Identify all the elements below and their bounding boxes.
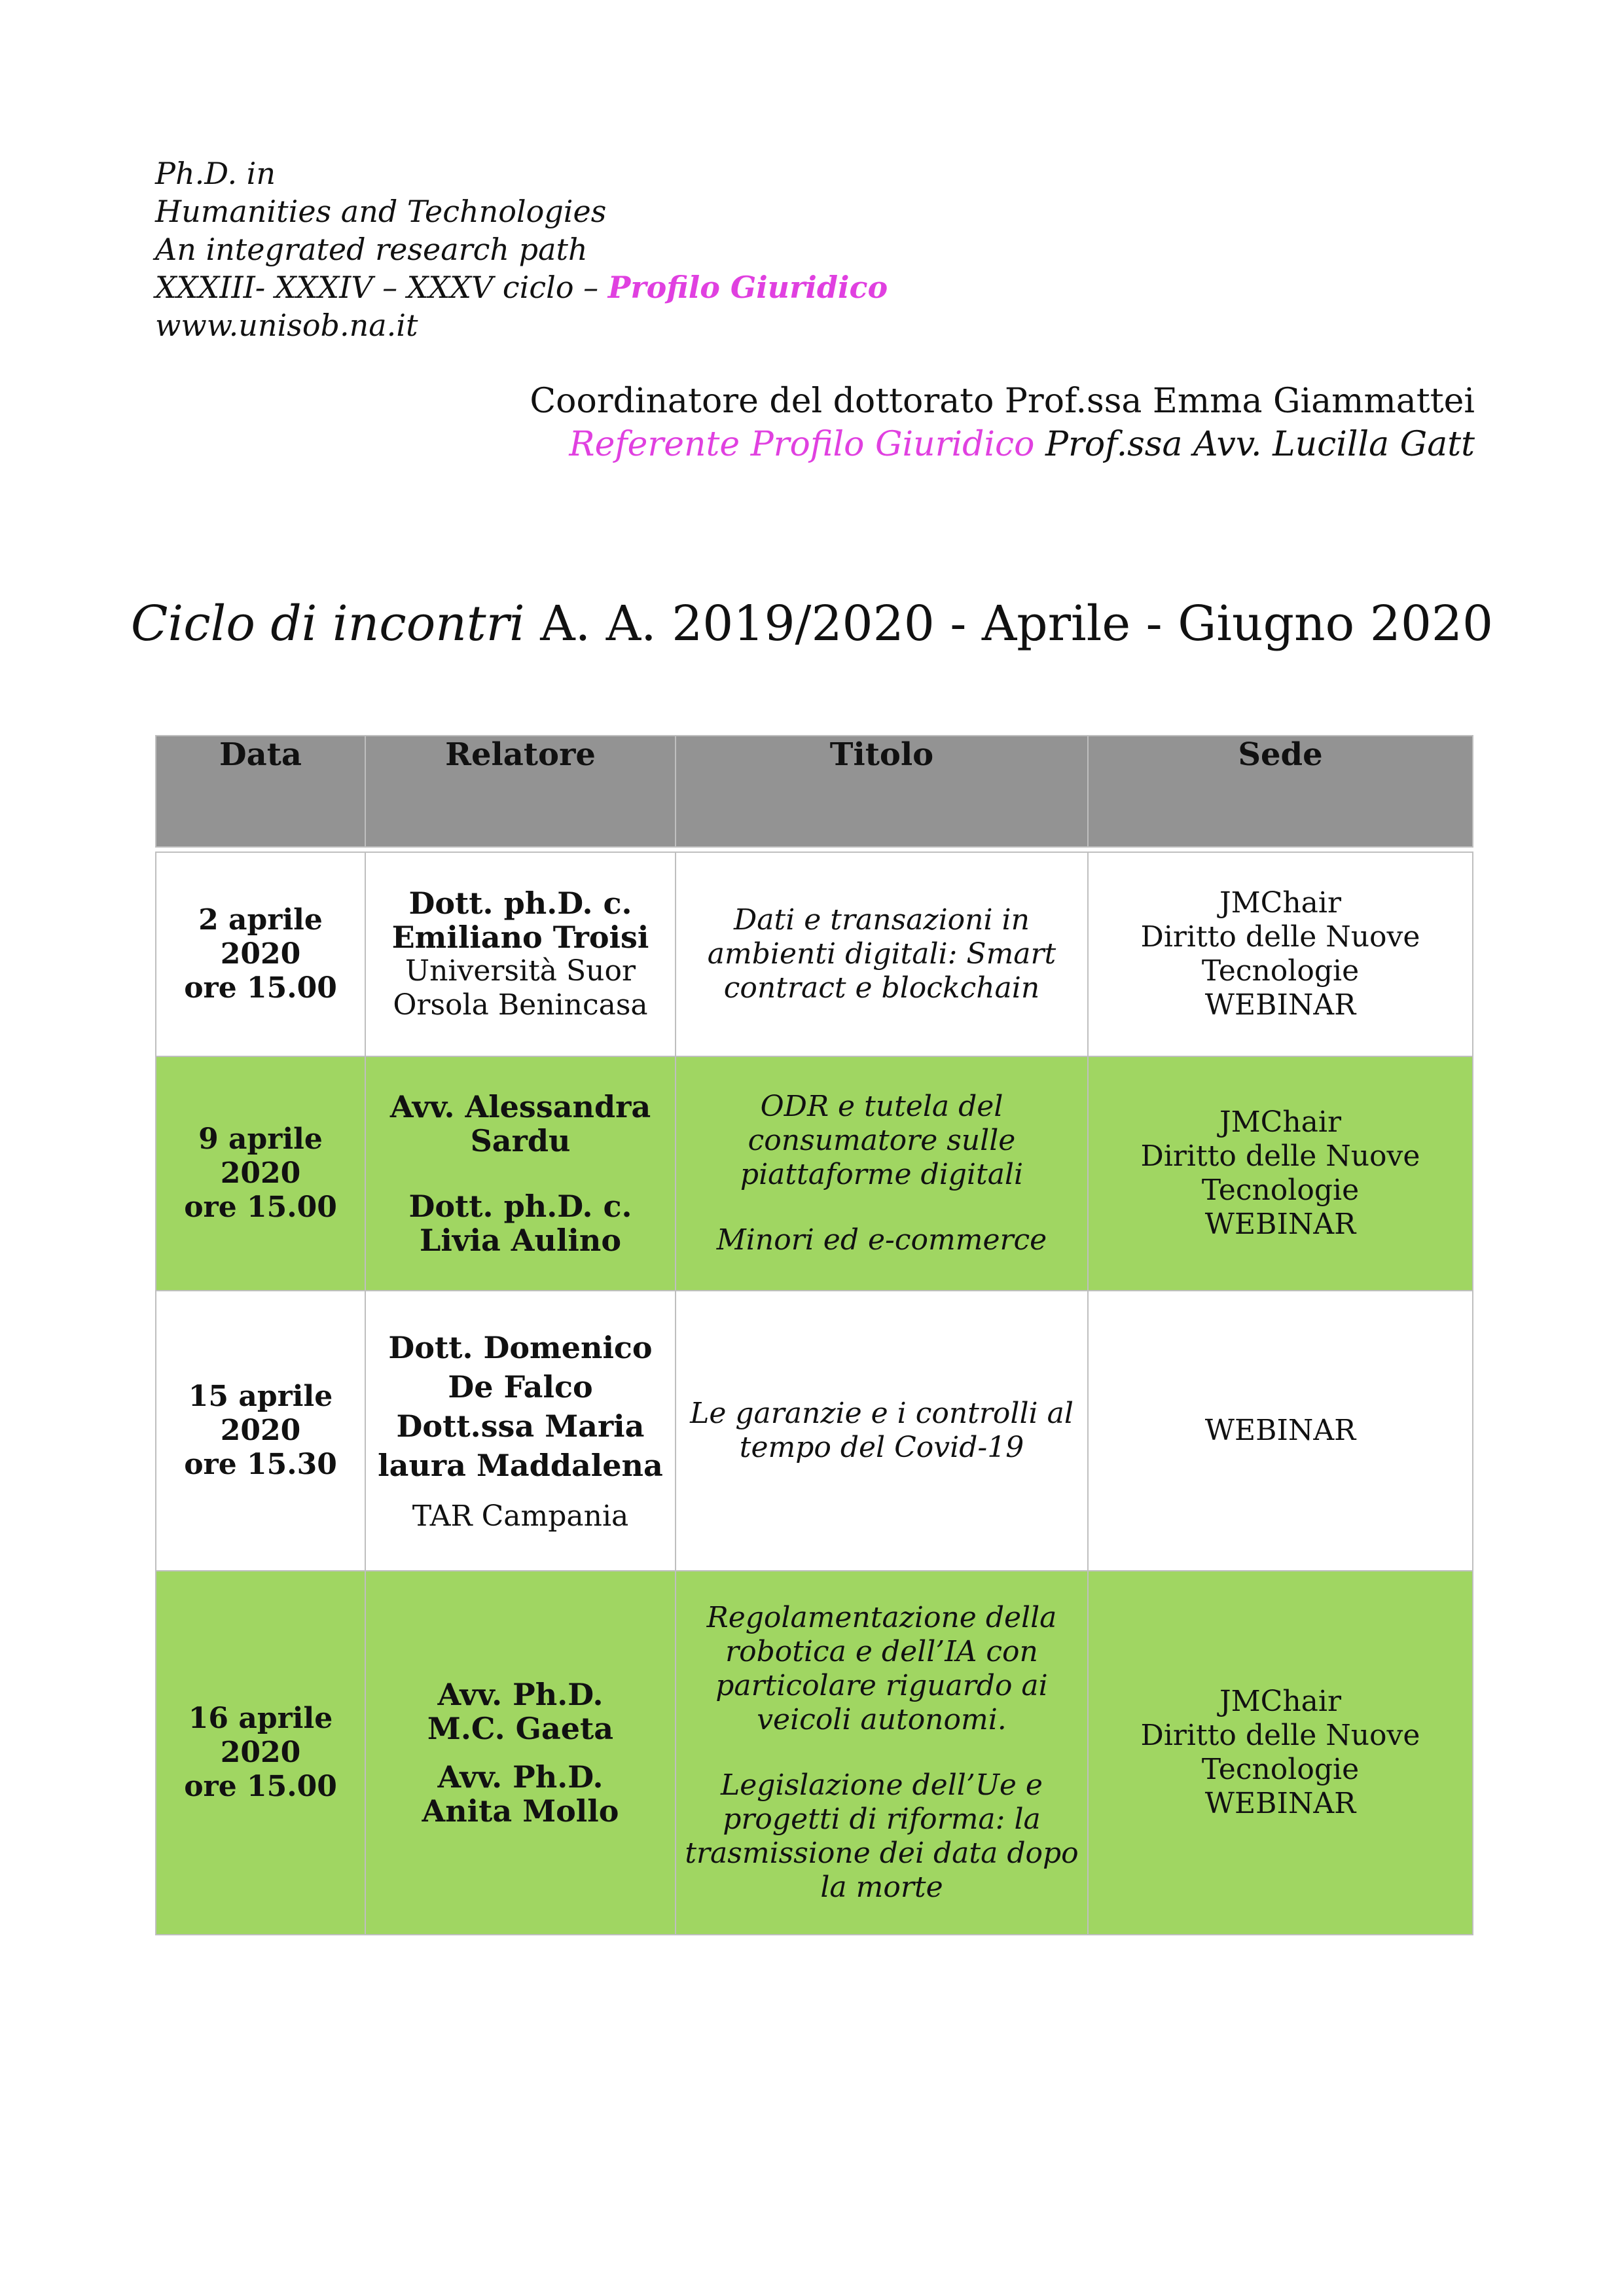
table-row	[156, 1571, 1473, 1935]
date-time: ore 15.00	[184, 1770, 337, 1803]
talk-title: ODR e tutela del	[760, 1090, 1003, 1123]
program-header	[155, 154, 888, 344]
title-rest: A. A. 2019/2020 - Aprile - Giugno 2020	[524, 596, 1494, 652]
header-line-phd: Ph.D. in	[155, 156, 276, 191]
venue-line: Diritto delle Nuove	[1140, 1139, 1420, 1173]
date-day: 9 aprile	[198, 1122, 323, 1156]
table-row	[156, 1056, 1473, 1291]
speaker-name: Avv. Ph.D.	[437, 1677, 604, 1712]
talk-title: Dati e transazioni in	[734, 903, 1030, 937]
date-cell	[156, 1291, 365, 1571]
table-row	[156, 852, 1473, 1056]
speaker-name: Dott. ph.D. c.	[408, 1189, 632, 1224]
talk-title: piattaforme digitali	[740, 1158, 1024, 1191]
date-time: ore 15.30	[184, 1448, 337, 1481]
speaker-name: Dott. ph.D. c.	[408, 886, 632, 921]
talk-title: consumatore sulle	[748, 1124, 1016, 1157]
speaker-name: Anita Mollo	[422, 1793, 619, 1829]
speaker-name: Dott.ssa Maria	[396, 1408, 645, 1444]
coordinator-line: Coordinatore del dottorato Prof.ssa Emma Giammattei	[530, 382, 1475, 421]
title-cell	[676, 1571, 1088, 1935]
talk-title: Regolamentazione della	[706, 1601, 1057, 1634]
venue-line: Tecnologie	[1201, 1174, 1360, 1207]
venue-line: WEBINAR	[1204, 1414, 1356, 1447]
speaker-cell	[365, 1571, 676, 1935]
venue-line: WEBINAR	[1204, 1787, 1356, 1820]
date-day: 15 aprile	[188, 1380, 333, 1413]
talk-title: particolare riguardo ai	[715, 1669, 1048, 1702]
venue-line: WEBINAR	[1204, 988, 1356, 1022]
table-row	[156, 1291, 1473, 1571]
referente-name: Prof.ssa Avv. Lucilla Gatt	[1034, 425, 1475, 464]
date-time: ore 15.00	[184, 971, 337, 1005]
date-year: 2020	[220, 1157, 301, 1190]
cycle-highlight: Profilo Giuridico	[607, 270, 888, 305]
schedule-table	[155, 735, 1473, 1935]
talk-title: robotica e dell’IA con	[725, 1635, 1038, 1668]
speaker-cell	[365, 1291, 676, 1571]
venue-line: WEBINAR	[1204, 1208, 1356, 1241]
date-year: 2020	[220, 937, 301, 971]
date-year: 2020	[220, 1414, 301, 1447]
venue-line: Diritto delle Nuove	[1140, 1719, 1420, 1752]
date-day: 16 aprile	[188, 1702, 333, 1735]
speaker-name: Avv. Ph.D.	[437, 1759, 604, 1795]
venue-cell	[1088, 852, 1473, 1056]
speaker-cell	[365, 1056, 676, 1291]
title-cell	[676, 852, 1088, 1056]
page-title	[0, 596, 1624, 652]
speaker-name: Livia Aulino	[419, 1223, 622, 1258]
header-line-cycle	[155, 268, 888, 306]
coordinator-block	[530, 380, 1475, 466]
title-cell	[676, 1056, 1088, 1291]
date-day: 2 aprile	[198, 903, 323, 937]
date-cell	[156, 1571, 365, 1935]
column-header-titolo: Titolo	[676, 736, 1088, 847]
speaker-name: Avv. Alessandra	[389, 1089, 651, 1124]
venue-line: JMChair	[1219, 1685, 1342, 1718]
talk-title: progetti di riforma: la	[723, 1803, 1041, 1836]
speaker-affiliation: Orsola Benincasa	[393, 988, 648, 1022]
venue-line: Diritto delle Nuove	[1140, 920, 1420, 954]
venue-cell	[1088, 1291, 1473, 1571]
venue-line: JMChair	[1219, 886, 1342, 920]
talk-title: tempo del Covid-19	[739, 1431, 1024, 1464]
venue-line: Tecnologie	[1201, 1753, 1360, 1786]
talk-title: la morte	[820, 1871, 943, 1904]
table-header-row	[156, 736, 1473, 847]
website-link[interactable]: www.unisob.na.it	[155, 308, 418, 343]
speaker-name: Emiliano Troisi	[391, 920, 649, 955]
speaker-cell	[365, 852, 676, 1056]
referente-line	[530, 423, 1475, 466]
talk-title: Legislazione dell’Ue e	[721, 1768, 1043, 1802]
talk-title: Minori ed e-commerce	[716, 1223, 1047, 1257]
title-italic: Ciclo di incontri	[130, 596, 525, 652]
venue-cell	[1088, 1571, 1473, 1935]
column-header-data: Data	[156, 736, 365, 847]
talk-title: Le garanzie e i controlli al	[690, 1397, 1074, 1430]
talk-title: veicoli autonomi.	[757, 1703, 1007, 1736]
talk-title: ambienti digitali: Smart	[707, 937, 1056, 971]
referente-label: Referente Profilo Giuridico	[569, 425, 1035, 464]
speaker-name: Sardu	[470, 1123, 571, 1158]
talk-title: contract e blockchain	[723, 971, 1040, 1005]
speaker-affiliation: TAR Campania	[412, 1499, 629, 1533]
date-cell	[156, 852, 365, 1056]
table-separator	[156, 847, 1473, 852]
title-cell	[676, 1291, 1088, 1571]
cycle-text: XXXIII- XXXIV – XXXV ciclo –	[155, 270, 608, 305]
venue-line: Tecnologie	[1201, 954, 1360, 988]
speaker-name: M.C. Gaeta	[427, 1711, 614, 1746]
speaker-affiliation: Università Suor	[405, 954, 636, 988]
date-cell	[156, 1056, 365, 1291]
venue-line: JMChair	[1219, 1105, 1342, 1139]
column-header-relatore: Relatore	[365, 736, 676, 847]
column-header-sede: Sede	[1088, 736, 1473, 847]
speaker-name: Dott. Domenico	[388, 1330, 653, 1365]
venue-cell	[1088, 1056, 1473, 1291]
header-line-program: Humanities and Technologies	[155, 194, 607, 229]
talk-title: trasmissione dei data dopo	[685, 1837, 1079, 1870]
date-year: 2020	[220, 1736, 301, 1769]
date-time: ore 15.00	[184, 1191, 337, 1224]
speaker-name: laura Maddalena	[378, 1448, 663, 1483]
speaker-name: De Falco	[448, 1369, 593, 1405]
header-line-path: An integrated research path	[155, 232, 588, 267]
